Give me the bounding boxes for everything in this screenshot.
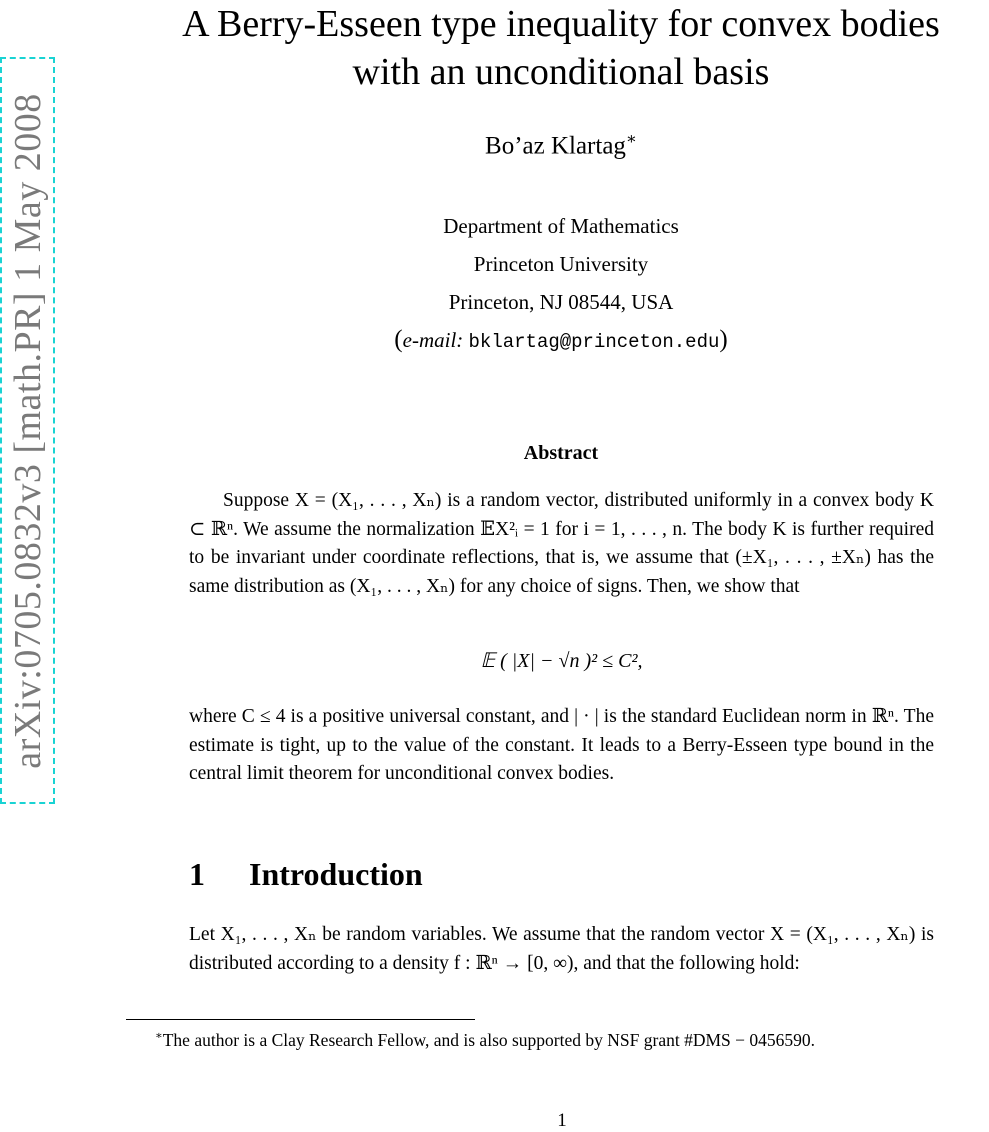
abstract-heading: Abstract bbox=[523, 442, 599, 464]
title-line-2: with an unconditional basis bbox=[352, 51, 770, 93]
affiliation-email: (e-mail: bklartag@princeton.edu) bbox=[394, 326, 728, 353]
abstract-equation: 𝔼 ( |X| − √n )² ≤ C², bbox=[480, 650, 643, 672]
intro-paragraph-1: Let X₁, . . . , Xₙ be random variables. We assume that the random vector X = (X₁, . . . , Xₙ) is distributed according to a density f : ℝⁿ → [0, ∞), and that the following hold: bbox=[189, 924, 934, 974]
author-footnote-mark: ∗ bbox=[625, 130, 637, 148]
footnote-text: The author is a Clay Research Fellow, and is also supported by NSF grant #DMS − 0456590. bbox=[162, 1029, 816, 1050]
abstract-paragraph-1: Suppose X = (X₁, . . . , Xₙ) is a random vector, distributed uniformly in a convex body K ⊂ ℝⁿ. We assume the normalization 𝔼X²ᵢ = 1 for i = 1, . . . , n. The body K is further required to be invariant under coordinate reflections, that is, we assume that (±X₁, . . . , ±Xₙ) has the same distribution as (X₁, . . . , Xₙ) for any choice of signs. Then, we show that bbox=[189, 490, 934, 597]
section-heading bbox=[189, 856, 423, 893]
email-address[interactable]: bklartag@princeton.edu bbox=[468, 331, 720, 353]
author bbox=[126, 129, 989, 160]
affiliation bbox=[126, 207, 989, 361]
author-name: Bo’az Klartag bbox=[485, 132, 626, 160]
affiliation-dept: Department of Mathematics bbox=[443, 214, 679, 238]
title-line-1: A Berry-Esseen type inequality for convex bodies bbox=[182, 3, 940, 45]
arxiv-stamp-text: arXiv:0705.0832v3 [math.PR] 1 May 2008 bbox=[6, 92, 49, 769]
email-label: e-mail: bbox=[402, 328, 464, 352]
affiliation-univ: Princeton University bbox=[473, 252, 649, 276]
footnote bbox=[155, 1025, 985, 1051]
footnote-rule bbox=[126, 1019, 475, 1020]
page-number: 1 bbox=[557, 1110, 567, 1131]
section-title: Introduction bbox=[249, 856, 423, 892]
footnote-mark: ∗ bbox=[155, 1030, 163, 1042]
arxiv-stamp bbox=[0, 57, 55, 804]
abstract-paragraph-2: where C ≤ 4 is a positive universal constant, and | · | is the standard Euclidean norm in ℝⁿ. The estimate is tight, up to the value of the constant. It leads to a Berry-Esseen type bound in the central limit theorem for unconditional convex bodies. bbox=[189, 706, 934, 784]
section-number: 1 bbox=[189, 856, 205, 892]
affiliation-address: Princeton, NJ 08544, USA bbox=[448, 290, 674, 314]
paper-title bbox=[126, 0, 989, 96]
